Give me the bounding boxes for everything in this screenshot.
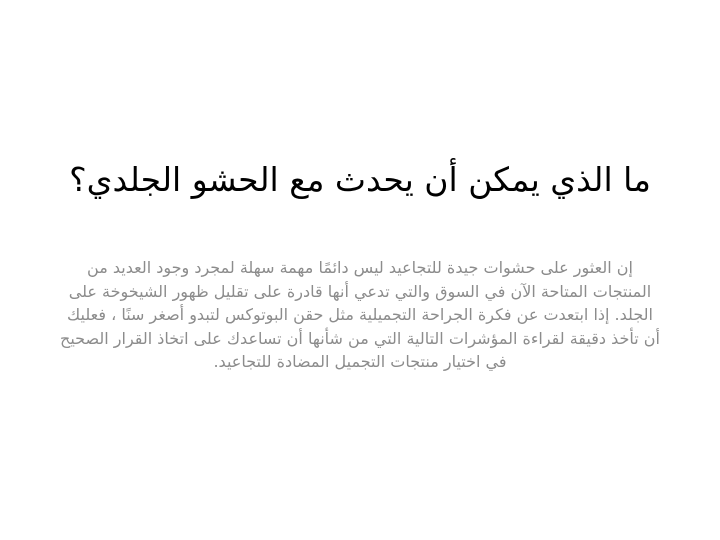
slide-body-text: إن العثور على حشوات جيدة للتجاعيد ليس دائمًا مهمة سهلة لمجرد وجود العديد من المنتجات المتاحة الآن في السوق والتي تدعي أنها قادرة على تقليل ظهور الشيخوخة على الجلد. إذا ابتعدت عن فكرة الجراحة التجميلية مثل حقن البوتوكس لتبدو أصغر سنًا ، فعليك أن تأخذ دقيقة لقراءة المؤشرات التالية التي من شأنها أن تساعدك على اتخاذ القرار الصحيح في اختيار منتجات التجميل المضادة للتجاعيد. — [60, 258, 660, 371]
slide-title: ما الذي يمكن أن يحدث مع الحشو الجلدي؟ — [69, 160, 651, 199]
